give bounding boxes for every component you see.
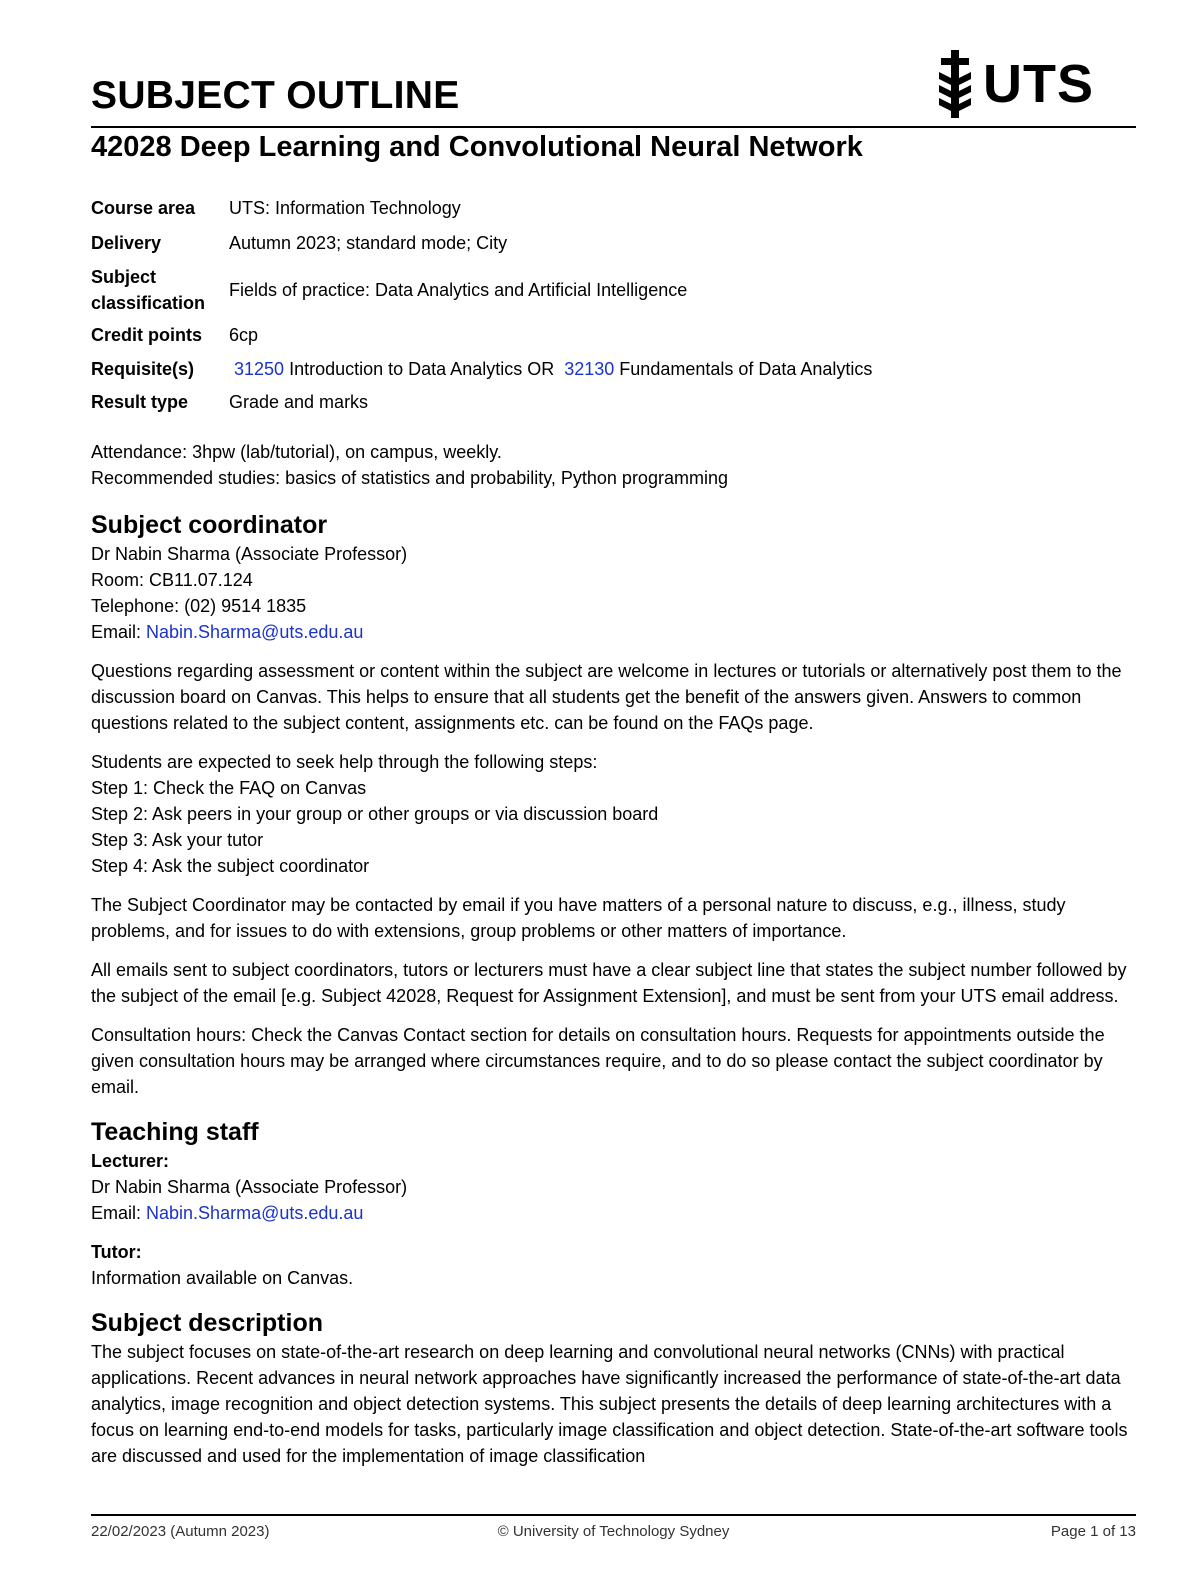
email-label: Email:: [91, 1203, 147, 1223]
info-label: Course area: [91, 198, 196, 218]
info-value: Fields of practice: Data Analytics and Artificial Intelligence: [229, 279, 688, 300]
tutor-label: Tutor:: [91, 1242, 142, 1262]
section-heading-subject-coordinator: Subject coordinator: [91, 511, 328, 539]
page-footer: [91, 1514, 1136, 1556]
intro-paragraph: [91, 439, 1136, 491]
coordinator-telephone: Telephone: (02) 9514 1835: [91, 596, 307, 616]
footer-date: 22/02/2023 (Autumn 2023): [91, 1523, 270, 1540]
requisite-link-31250[interactable]: 31250: [234, 359, 285, 379]
lecturer-label: Lecturer:: [91, 1151, 170, 1171]
section-heading-teaching-staff: Teaching staff: [91, 1118, 259, 1146]
coordinator-name: Dr Nabin Sharma (Associate Professor): [91, 544, 408, 564]
section-heading-subject-description: Subject description: [91, 1309, 323, 1337]
info-label: [91, 262, 229, 317]
info-label: Result type: [91, 392, 189, 412]
lecturer-email-link[interactable]: Nabin.Sharma@uts.edu.au: [146, 1203, 364, 1223]
requisite-text: Introduction to Data Analytics OR: [284, 359, 560, 379]
tutor-block: [91, 1239, 1136, 1291]
lecturer-block: [91, 1148, 1136, 1226]
subject-title: 42028 Deep Learning and Convolutional Neural Network: [91, 131, 863, 163]
info-value: Grade and marks: [229, 392, 369, 412]
coordinator-email-link[interactable]: Nabin.Sharma@uts.edu.au: [146, 622, 364, 642]
attendance-text: Attendance: 3hpw (lab/tutorial), on campus, weekly.: [91, 442, 502, 462]
steps-intro: Students are expected to seek help through the following steps:: [91, 752, 598, 772]
coordinator-contact: [91, 541, 1136, 645]
info-label: Requisite(s): [91, 359, 195, 379]
contact-paragraph: The Subject Coordinator may be contacted by email if you have matters of a personal nature to discuss, e.g., illness, study problems, and for issues to do with extensions, group problems or other matters of importance.: [91, 895, 1066, 941]
info-value: UTS: Information Technology: [229, 198, 461, 218]
info-row-result-type: [91, 386, 1136, 418]
info-value: Autumn 2023; standard mode; City: [229, 232, 508, 253]
step-item: Step 2: Ask peers in your group or other groups or via discussion board: [91, 804, 659, 824]
email-label: Email:: [91, 622, 147, 642]
footer-copyright: © University of Technology Sydney: [497, 1523, 730, 1540]
help-steps: [91, 749, 1136, 879]
logo-wordmark: UTS: [983, 54, 1094, 114]
questions-paragraph: Questions regarding assessment or content within the subject are welcome in lectures or tutorials or alternatively post them to the discussion board on Canvas. This helps to ensure that all students get the benefit of the answers given. Answers to common questions related to the subject content, assignments etc. can be found on the FAQs page.: [91, 661, 1122, 733]
info-row-credit-points: [91, 317, 1136, 352]
info-value: 6cp: [229, 324, 259, 345]
info-row-course-area: [91, 193, 1136, 223]
uts-logo: [935, 50, 1094, 118]
info-label: Credit points: [91, 324, 202, 345]
tutor-info: Information available on Canvas.: [91, 1268, 354, 1288]
step-item: Step 1: Check the FAQ on Canvas: [91, 778, 367, 798]
step-item: Step 3: Ask your tutor: [91, 830, 264, 850]
info-label: Delivery: [91, 232, 162, 253]
emails-paragraph: All emails sent to subject coordinators, tutors or lecturers must have a clear subject line that states the subject number followed by the subject of the email [e.g. Subject 42028, Request for Assignment Extension], and must be sent from your UTS email address.: [91, 960, 1127, 1006]
document-body: [91, 439, 1136, 1482]
info-row-delivery: [91, 223, 1136, 262]
document-title: SUBJECT OUTLINE: [91, 74, 460, 117]
info-value: [229, 352, 1136, 386]
recommended-studies-text: Recommended studies: basics of statistics and probability, Python programming: [91, 468, 728, 488]
document-page: [91, 0, 1136, 1590]
coordinator-email-line: [91, 619, 1136, 645]
requisite-text: Fundamentals of Data Analytics: [614, 359, 873, 379]
footer-page-number: Page 1 of 13: [1050, 1523, 1136, 1540]
lecturer-email-line: [91, 1200, 1136, 1226]
requisite-link-32130[interactable]: 32130: [564, 359, 615, 379]
page-header: [91, 54, 1136, 128]
subject-info-table: [91, 193, 1136, 418]
coordinator-room: Room: CB11.07.124: [91, 570, 253, 590]
info-row-classification: [91, 262, 1136, 317]
info-row-requisites: [91, 352, 1136, 386]
info-label-line-1: Subject: [91, 266, 157, 287]
uts-crest-icon: [935, 50, 975, 118]
lecturer-name: Dr Nabin Sharma (Associate Professor): [91, 1177, 408, 1197]
info-label-line-2: classification: [91, 292, 206, 313]
description-paragraph: The subject focuses on state-of-the-art research on deep learning and convolutional neural networks (CNNs) with practical applications. Recent advances in neural network approaches have significantly increased the performance of state-of-the-art data analytics, image recognition and object detection systems. This subject presents the details of deep learning architectures with a focus on learning end-to-end models for tasks, particularly image classification and object detection. State-of-the-art software tools are discussed and used for the implementation of image classification: [91, 1342, 1128, 1466]
consultation-paragraph: Consultation hours: Check the Canvas Contact section for details on consultation hours. Requests for appointments outside the given consultation hours may be arranged where circumstances require, and to do so please contact the subject coordinator by email.: [91, 1025, 1105, 1097]
step-item: Step 4: Ask the subject coordinator: [91, 856, 370, 876]
